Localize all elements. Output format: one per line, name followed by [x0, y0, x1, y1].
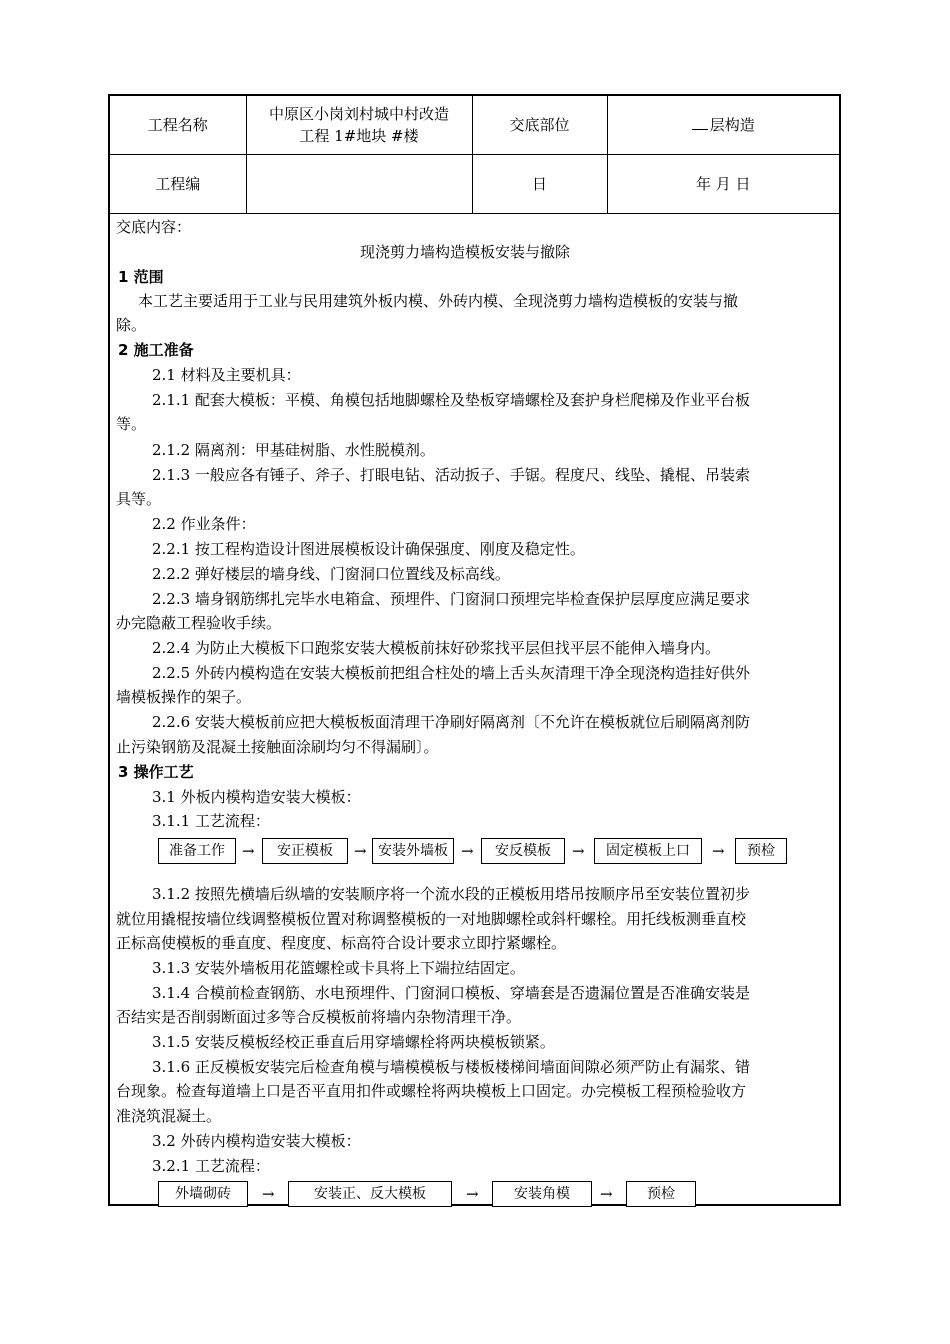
- paragraph-line: 就位用撬棍按墙位线调整模板位置对称调整模板的一对地脚螺栓或斜杆螺栓。用托线板测垂直校: [116, 910, 747, 928]
- section-heading: 2 施工准备: [118, 341, 194, 359]
- content-intro: 交底内容：: [116, 218, 192, 236]
- paragraph-line: 2.1.3 一般应各有锤子、斧子、打眼电钻、活动扳子、手锯。程度尺、线坠、撬棍、吊装索: [152, 466, 750, 484]
- paragraph-line: 正标高使模板的垂直度、程度度、标高符合设计要求立即拧紧螺栓。: [116, 934, 567, 952]
- flow-step: 安装角模: [492, 1181, 592, 1207]
- paragraph-line: 墙模板操作的架子。: [116, 688, 252, 706]
- paragraph-line: 3.1.5 安装反模板经校正垂直后用穿墙螺栓将两块模板锁紧。: [152, 1033, 555, 1051]
- project-name-label: 工程名称: [110, 96, 246, 155]
- flow-step: 外墙砌砖: [158, 1181, 248, 1207]
- paragraph-line: 3.1 外板内模构造安装大模板：: [152, 788, 361, 806]
- flow-arrow: →: [712, 842, 725, 860]
- paragraph-line: 具等。: [116, 490, 162, 508]
- flow-arrow: →: [572, 842, 585, 860]
- paragraph-line: 台现象。检查每道墙上口是否平直用扣件或螺栓将两块模板上口固定。办完模板工程预检验收方: [116, 1082, 747, 1100]
- section-heading: 1 范围: [118, 268, 164, 286]
- flow-step: 预检: [735, 838, 787, 864]
- paragraph-line: 2.2 作业条件：: [152, 515, 256, 533]
- location-value-cell: [607, 96, 839, 155]
- paragraph-line: 等。: [116, 415, 147, 433]
- project-name-line-2: 工程 1#地块 #楼: [299, 127, 419, 145]
- paragraph-line: 3.2 外砖内模构造安装大模板：: [152, 1132, 361, 1150]
- paragraph-line: 3.1.6 正反模板安装完后检查角模与墙模模板与楼板楼梯间墙面间隙必须严防止有漏浆、错: [152, 1058, 750, 1076]
- paragraph-line: 2.1.1 配套大模板：平模、角模包括地脚螺栓及垫板穿墙螺栓及套护身栏爬梯及作业平台板: [152, 391, 750, 409]
- paragraph-line: 本工艺主要适用于工业与民用建筑外板内模、外砖内模、全现浇剪力墙构造模板的安装与撤: [138, 292, 739, 310]
- flow-step: 安反模板: [481, 838, 565, 864]
- flow-step: 安正模板: [262, 838, 348, 864]
- paragraph-line: 办完隐蔽工程验收手续。: [116, 614, 282, 632]
- paragraph-line: 2.1.2 隔离剂：甲基硅树脂、水性脱模剂。: [152, 441, 435, 459]
- section-heading: 3 操作工艺: [118, 763, 194, 781]
- date-value: 年 月 日: [607, 155, 839, 214]
- paragraph-line: 止污染钢筋及混凝土接触面涂刷均匀不得漏刷〕。: [116, 738, 439, 756]
- flow-arrow: →: [242, 842, 255, 860]
- content-title: 现浇剪力墙构造模板安装与撤除: [360, 243, 571, 261]
- flow-arrow: →: [600, 1185, 613, 1203]
- project-name-value: [246, 96, 472, 155]
- paragraph-line: 2.1 材料及主要机具：: [152, 366, 301, 384]
- flow-step: 安装正、反大模板: [288, 1181, 452, 1207]
- flow-step: 固定模板上口: [594, 838, 702, 864]
- paragraph-line: 3.1.1 工艺流程：: [152, 812, 270, 830]
- paragraph-line: 3.2.1 工艺流程：: [152, 1157, 270, 1175]
- flow-arrow: →: [354, 842, 367, 860]
- paragraph-line: 2.2.1 按工程构造设计图进展模板设计确保强度、刚度及稳定性。: [152, 540, 585, 558]
- project-name-line-1: 中原区小岗刘村城中村改造: [268, 105, 449, 123]
- paragraph-line: 否结实是否削弱断面过多等合反模板前将墙内杂物清理干净。: [116, 1008, 522, 1026]
- paragraph-line: 2.2.5 外砖内模构造在安装大模板前把组合柱处的墙上舌头灰清理干净全现浇构造挂好供外: [152, 664, 750, 682]
- flow-arrow: →: [262, 1185, 275, 1203]
- flow-step: 安装外墙板: [372, 838, 454, 864]
- paragraph-line: 除。: [116, 316, 147, 334]
- paragraph-line: 2.2.2 弹好楼层的墙身线、门窗洞口位置线及标高线。: [152, 565, 510, 583]
- flow-step: 预检: [626, 1181, 696, 1207]
- location-value: 层构造: [709, 116, 755, 134]
- paragraph-line: 3.1.4 合模前检查钢筋、水电预埋件、门窗洞口模板、穿墙套是否遗漏位置是否准确安装是: [152, 984, 750, 1002]
- blank-underline: [692, 115, 708, 130]
- flow-arrow: →: [461, 842, 474, 860]
- location-label: 交底部位: [472, 96, 607, 155]
- paragraph-line: 3.1.2 按照先横墙后纵墙的安装顺序将一个流水段的正模板用塔吊按顺序吊至安装位置初步: [152, 885, 750, 903]
- paragraph-line: 2.2.6 安装大模板前应把大模板板面清理干净刷好隔离剂〔不允许在模板就位后刷隔离剂防: [152, 713, 750, 731]
- date-label: 日: [472, 155, 607, 214]
- project-no-label: 工程编: [110, 155, 246, 214]
- flow-arrow: →: [466, 1185, 479, 1203]
- flow-step: 准备工作: [158, 838, 236, 864]
- project-no-value: [246, 155, 472, 214]
- paragraph-line: 3.1.3 安装外墙板用花篮螺栓或卡具将上下端拉结固定。: [152, 959, 525, 977]
- paragraph-line: 2.2.3 墙身钢筋绑扎完毕水电箱盒、预埋件、门窗洞口预埋完毕检查保护层厚度应满足要求: [152, 590, 750, 608]
- paragraph-line: 2.2.4 为防止大模板下口跑浆安装大模板前抹好砂浆找平层但找平层不能伸入墙身内。: [152, 639, 720, 657]
- document-frame: [108, 94, 841, 1206]
- header-table: [110, 96, 839, 214]
- paragraph-line: 准浇筑混凝土。: [116, 1107, 222, 1125]
